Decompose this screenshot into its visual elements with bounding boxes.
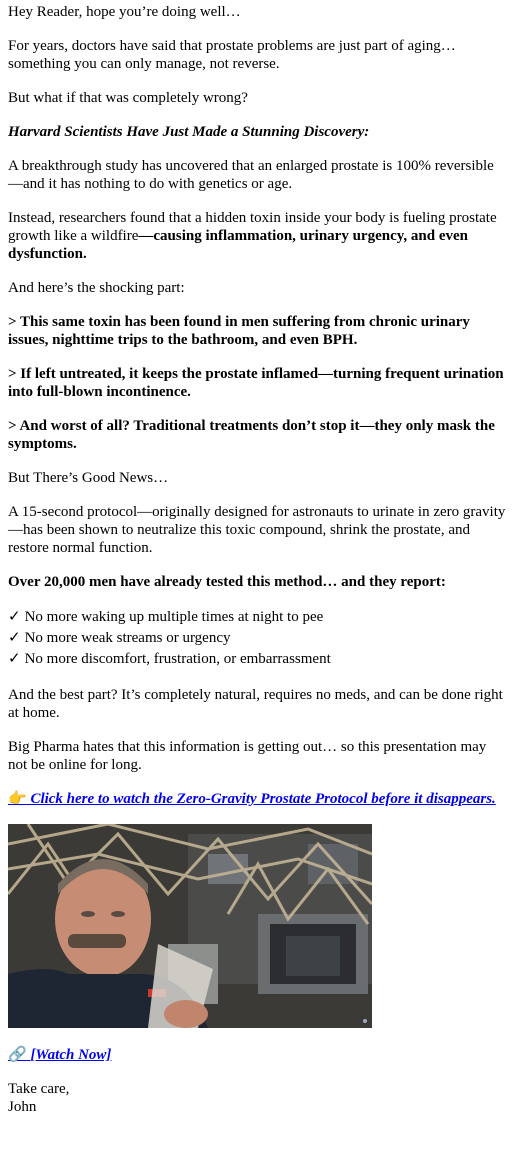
greeting: Hey Reader, hope you’re doing well… — [8, 4, 241, 20]
watch-paragraph — [8, 1046, 506, 1064]
check-item-text: No more waking up multiple times at night to pee — [24, 609, 324, 625]
paragraph-study: A breakthrough study has uncovered that an enlarged prostate is 100% reversible—and it has nothing to do with genetics or age. — [8, 158, 494, 192]
cta-paragraph — [8, 790, 506, 808]
bullet-point: > If left untreated, it keeps the prostate inflamed—turning frequent urination into full-blown incontinence. — [8, 366, 504, 400]
signature: John — [8, 1099, 37, 1115]
pointing-hand-icon: 👉 — [8, 791, 27, 807]
watch-now-text: [Watch Now] — [30, 1047, 112, 1063]
cta-link[interactable] — [8, 791, 496, 807]
paragraph-protocol: A 15-second protocol—originally designed for astronauts to urinate in zero gravity—has been shown to neutralize this toxic compound, shrink the prostate, and restore normal function. — [8, 504, 506, 556]
paragraph-years: For years, doctors have said that prostate problems are just part of aging… something you can only manage, not reverse. — [8, 38, 456, 72]
check-item — [8, 649, 506, 670]
check-item — [8, 628, 506, 649]
checkmark-icon: ✓ — [8, 651, 21, 667]
check-item — [8, 607, 506, 628]
paragraph-toxin — [8, 209, 506, 263]
paragraph-natural: And the best part? It’s completely natural, requires no meds, and can be done right at home. — [8, 687, 503, 721]
signoff: Take care, — [8, 1081, 70, 1097]
astronaut-video-thumbnail[interactable] — [8, 824, 372, 1028]
headline: Harvard Scientists Have Just Made a Stunning Discovery: — [8, 124, 370, 140]
paragraph-tested: Over 20,000 men have already tested this method… and they report: — [8, 574, 446, 590]
bullet-point: > This same toxin has been found in men suffering from chronic urinary issues, nighttime trips to the bathroom, and even BPH. — [8, 314, 470, 348]
cta-link-text: Click here to watch the Zero-Gravity Prostate Protocol before it disappears. — [30, 791, 496, 807]
bullet-point: > And worst of all? Traditional treatments don’t stop it—they only mask the symptoms. — [8, 418, 495, 452]
watch-now-link[interactable] — [8, 1047, 111, 1063]
paragraph-toxin-plain: Instead, researchers found that a hidden toxin inside your body is fueling prostate growth like a wildfire — [8, 210, 497, 244]
paragraph-question: But what if that was completely wrong? — [8, 90, 248, 106]
link-icon: 🔗 — [8, 1047, 27, 1063]
checkmark-icon: ✓ — [8, 609, 21, 625]
astronaut-photo — [8, 824, 372, 1028]
check-item-text: No more discomfort, frustration, or embarrassment — [24, 651, 331, 667]
checkmark-icon: ✓ — [8, 630, 21, 646]
check-item-text: No more weak streams or urgency — [24, 630, 231, 646]
paragraph-pharma: Big Pharma hates that this information is getting out… so this presentation may not be online for long. — [8, 739, 487, 773]
benefit-checklist — [8, 607, 506, 670]
good-news-heading: But There’s Good News… — [8, 470, 169, 486]
paragraph-shocking: And here’s the shocking part: — [8, 280, 185, 296]
paragraph-toxin-bold: —causing inflammation, urinary urgency, and even dysfunction. — [8, 228, 468, 262]
